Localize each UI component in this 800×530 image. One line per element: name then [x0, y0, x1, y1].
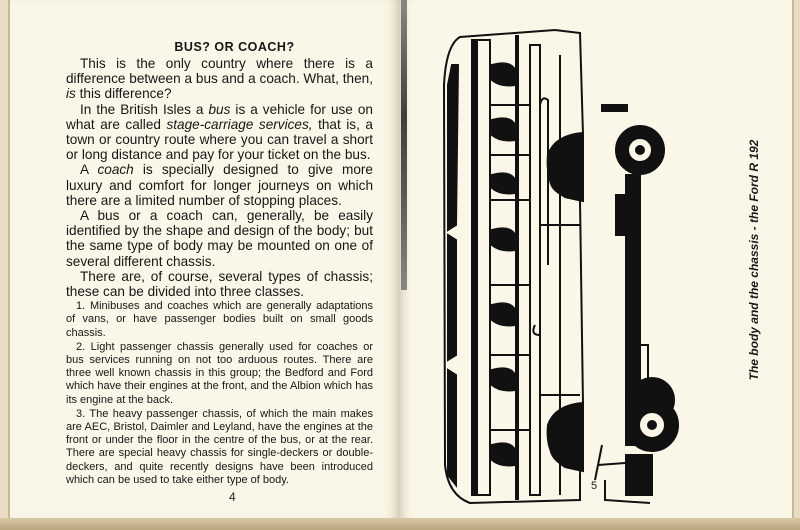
- page-bottom-edge: [0, 518, 800, 530]
- text-run: that is, a town or country route where you can travel a short or long distance and pay for your ticket on the bus.: [66, 116, 373, 163]
- emphasis: is: [66, 86, 76, 102]
- chassis-class-2: 2. Light passenger chassis generally used for coaches or bus services running on not too arduous routes. There are three well known chassis in this group; the Bedford and Ford which have their engines at the front, and the Albion which has its engine at the back.: [66, 340, 373, 406]
- page-title: BUS? OR COACH?: [174, 40, 295, 54]
- emphasis: bus: [208, 101, 231, 117]
- chassis-drawing: [595, 105, 678, 503]
- emphasis: coach: [97, 162, 134, 178]
- paragraph-1: [66, 56, 373, 102]
- text-run: is a vehicle for use on what are called: [66, 101, 373, 132]
- paragraph-3: [66, 162, 373, 208]
- emphasis: stage-carriage services,: [166, 116, 313, 132]
- figure-caption: [744, 110, 764, 410]
- paragraph-2: [66, 102, 373, 163]
- chassis-class-3: 3. The heavy passenger chassis, of which the main makes are AEC, Bristol, Daimler and Leyland, have the engines at the front or under the floor in the centre of the bus, or at the rear. There are special heavy chassis for single-deckers or double-deckers, and quite recently designs have been introduced which can be used to take either type of body.: [66, 407, 373, 486]
- text-run: In the British Isles a: [80, 101, 209, 117]
- paragraph-4: A bus or a coach can, generally, be easily identified by the shape and design of the body; but the same type of body may be mounted on one of several different chassis.: [66, 208, 373, 269]
- caption-text: The body and the chassis - the Ford R 192: [747, 139, 761, 381]
- text-run: is specially designed to give more luxury and comfort for longer journeys on which there are a limited number of stopping places.: [66, 162, 373, 208]
- left-page-text: [66, 40, 373, 487]
- bus-chassis-illustration: [430, 25, 720, 510]
- paragraph-5: There are, of course, several types of chassis; these can be divided into three classes.: [66, 268, 373, 300]
- text-run: This is the only country where there is a difference between a bus and a coach. What, then,: [66, 56, 373, 87]
- chassis-class-1: 1. Minibuses and coaches which are generally adaptations of vans, or have passenger bodies built on small goods chassis.: [66, 300, 373, 339]
- spine-strip: [401, 0, 407, 290]
- page-number-right: 5: [591, 480, 598, 492]
- bus-body-drawing: [444, 30, 583, 503]
- page-number-left: 4: [229, 490, 236, 504]
- text-run: A: [80, 162, 98, 178]
- text-run: this difference?: [75, 86, 172, 102]
